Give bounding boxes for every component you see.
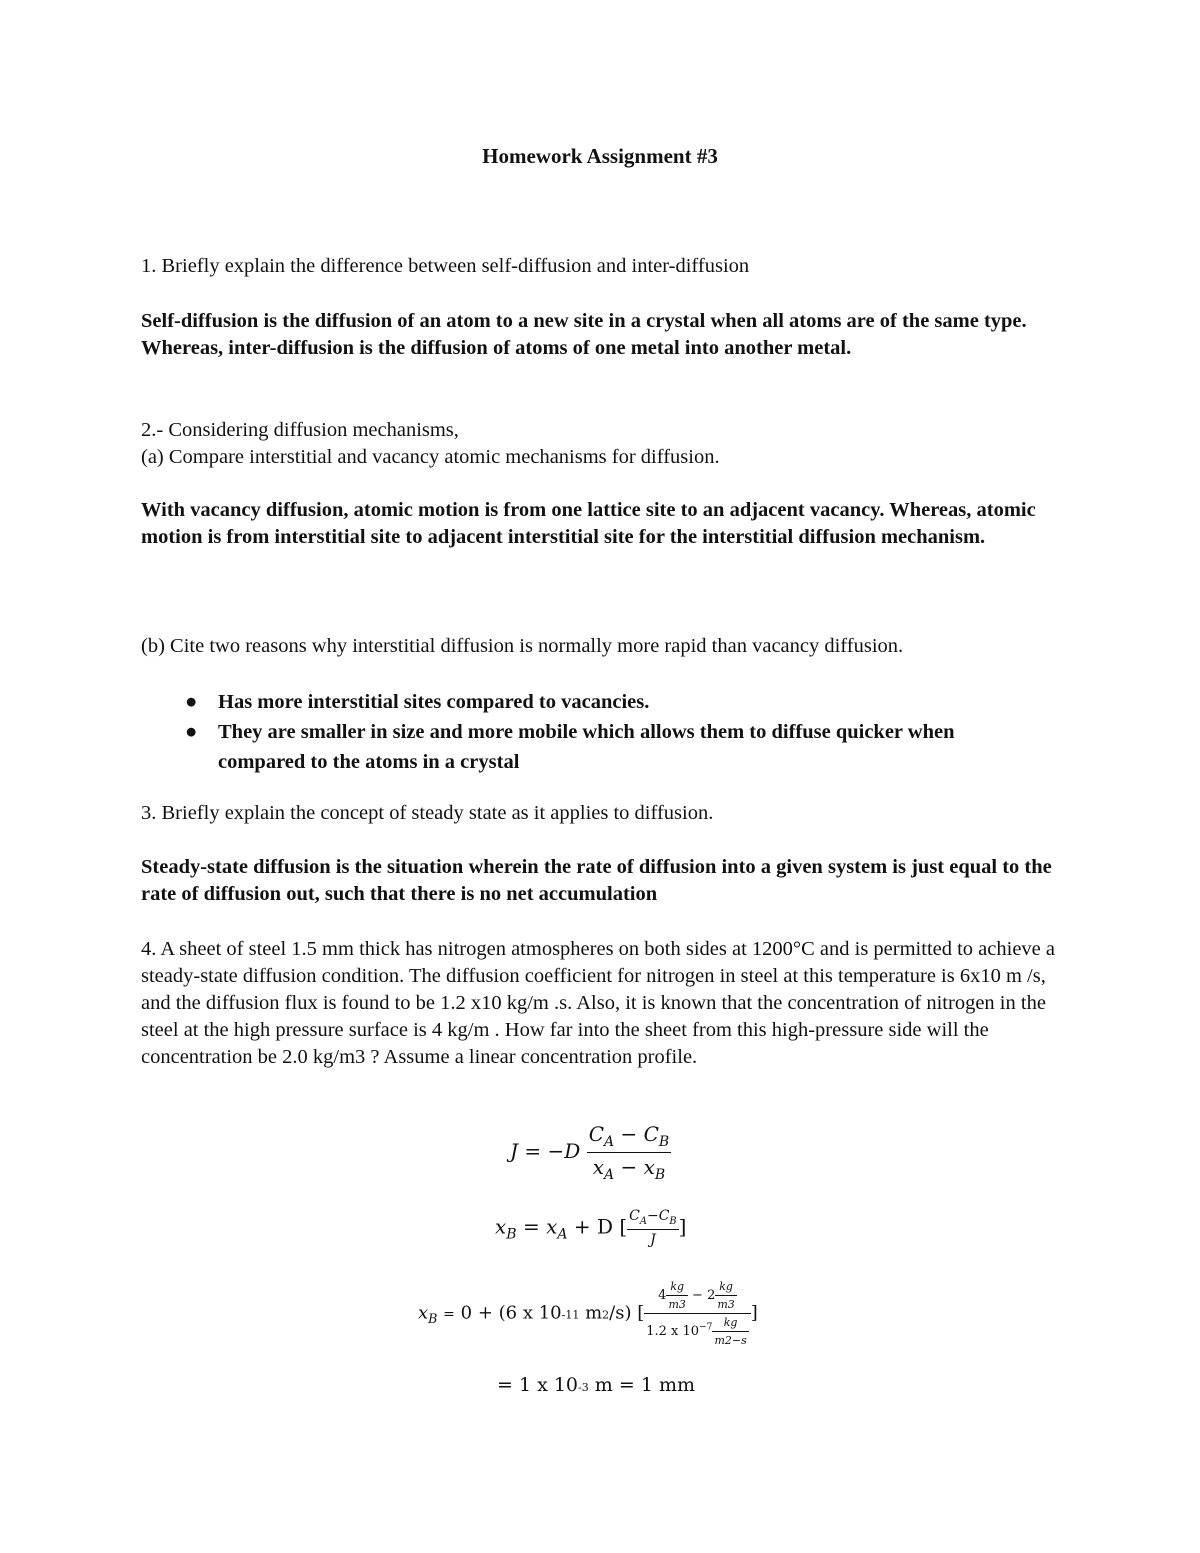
- question-2: 2.- Considering diffusion mechanisms,: [141, 419, 459, 441]
- equation-flux: J = −D $\frac{C_A - C_B}{x_A - x_B}$: [510, 1122, 670, 1183]
- question-3: 3. Briefly explain the concept of steady state as it applies to diffusion.: [141, 802, 714, 824]
- equation-distance: $x_B = x_A + D$ [ $\frac{C_A-C_B}{J}$ ]: [495, 1208, 687, 1248]
- question-2a: (a) Compare interstitial and vacancy atomic mechanisms for diffusion.: [141, 446, 720, 468]
- equation-substitution: $x_B = 0 + (6$ x 10-11 m2/s) [ 4 $\frac{kg}{m3}$ − 2 $\frac{kg}{m3}$ 1.2 x $10^{-7}$ $\frac{kg}{m2-s}$ ]: [418, 1280, 758, 1347]
- fraction: $\frac{C_A - C_B}{x_A - x_B}$: [588, 1122, 670, 1183]
- answer-3: Steady-state diffusion is the situation wherein the rate of diffusion into a given system is just equal to the rate of diffusion out, such that there is no net accumulation: [141, 856, 1052, 905]
- bullet-icon: ●: [185, 721, 198, 743]
- question-2b: (b) Cite two reasons why interstitial diffusion is normally more rapid than vacancy diffusion.: [141, 635, 904, 657]
- equation-result: = 1 x 10-3 m = 1 mm: [497, 1374, 695, 1396]
- fraction: 4 $\frac{kg}{m3}$ − 2 $\frac{kg}{m3}$ 1.2 x $10^{-7}$ $\frac{kg}{m2-s}$: [644, 1280, 751, 1347]
- answer-1: Self-diffusion is the diffusion of an atom to a new site in a crystal when all atoms are of the same type. Whereas, inter-diffusion is the diffusion of atoms of one metal into another metal.: [141, 310, 1027, 359]
- fraction: $\frac{C_A-C_B}{J}$: [629, 1208, 677, 1248]
- answer-2b-list: [141, 687, 1041, 777]
- question-4: 4. A sheet of steel 1.5 mm thick has nitrogen atmospheres on both sides at 1200°C and is permitted to achieve a steady-state diffusion condition. The diffusion coefficient for nitrogen in steel at this temperature is 6x10 m /s, and the diffusion flux is found to be 1.2 x10 kg/m .s. Also, it is known that the concentration of nitrogen in the steel at the high pressure surface is 4 kg/m . How far into the sheet from this high-pressure side will the concentration be 2.0 kg/m3 ? Assume a linear concentration profile.: [141, 938, 1056, 1068]
- answer-2a: With vacancy diffusion, atomic motion is from one lattice site to an adjacent vacancy. Whereas, atomic motion is from interstitial site to adjacent interstitial site for the interstitial diffusion mechanism.: [141, 499, 1036, 548]
- page-title: Homework Assignment #3: [482, 144, 718, 168]
- question-1: 1. Briefly explain the difference between self-diffusion and inter-diffusion: [141, 255, 750, 277]
- list-item: ● They are smaller in size and more mobile which allows them to diffuse quicker when compared to the atoms in a crystal: [141, 717, 1041, 777]
- bullet-icon: ●: [185, 691, 198, 713]
- list-item: ● Has more interstitial sites compared to vacancies.: [141, 687, 1041, 717]
